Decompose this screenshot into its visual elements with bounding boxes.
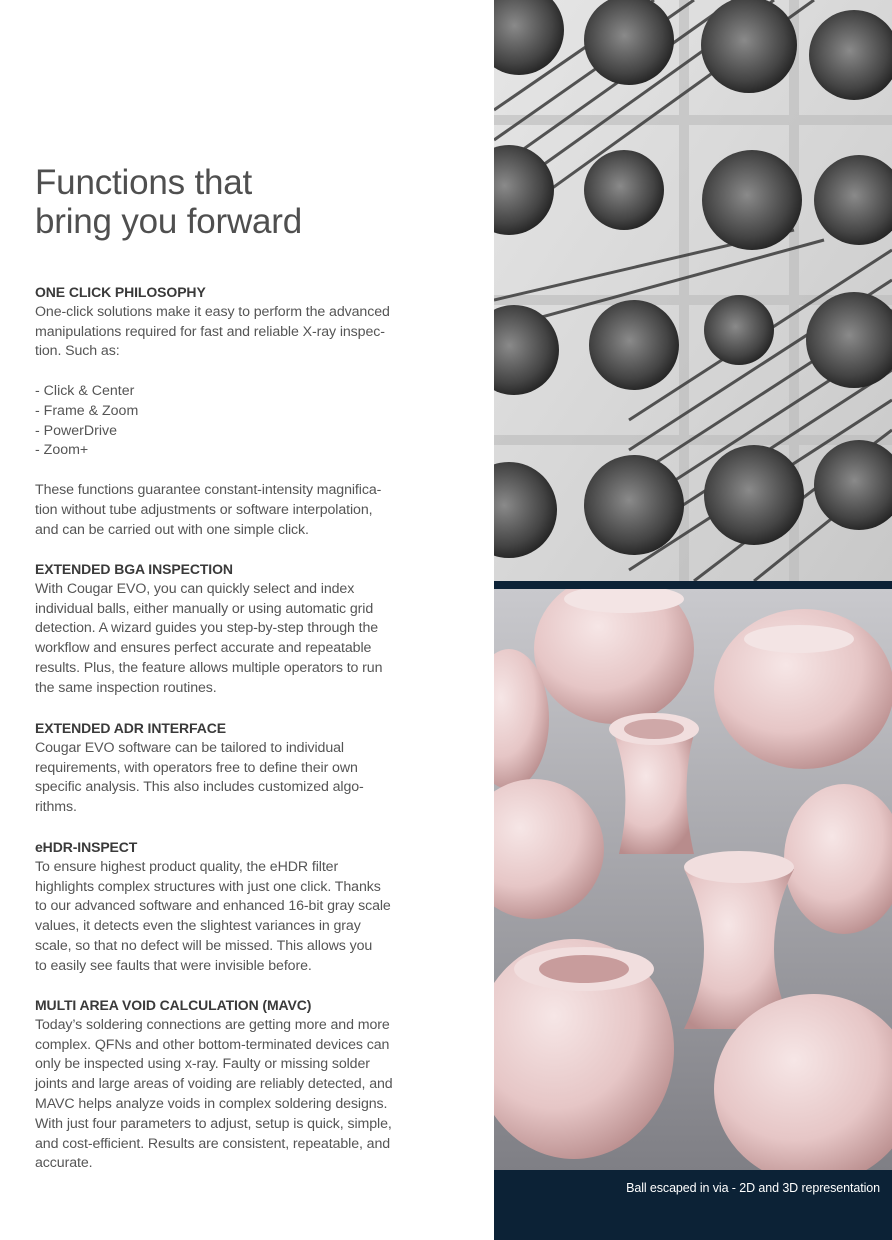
section-body: To ensure highest product quality, the eHDR filter highlights complex structures with just one click. Thanks to our advanced software and enhanced 16-bit gray scale values, it detects even the slightest variances in gray scale, so that no defect will be missed. This allows you to easily see faults that were invisible before. <box>35 858 391 974</box>
section-heading: EXTENDED BGA INSPECTION <box>35 561 233 577</box>
section-ehdr-inspect <box>35 838 480 977</box>
section-heading: MULTI AREA VOID CALCULATION (MAVC) <box>35 997 312 1013</box>
section-bga-inspection <box>35 560 480 699</box>
image-panel <box>494 0 892 1240</box>
list-item: - Zoom+ <box>35 442 89 459</box>
section-body-continued: These functions guarantee constant-intensity magnifica- tion without tube adjustments or software interpolation, and can be carried out with one simple click. <box>35 481 382 538</box>
section-body: Cougar EVO software can be tailored to individual requirements, with operators free to define their own specific analysis. This also includes customized algo- rithms. <box>35 739 364 816</box>
list-item: - Frame & Zoom <box>35 402 139 419</box>
section-body: Today’s soldering connections are getting more and more complex. QFNs and other bottom-terminated devices can only be inspected using x-ray. Faulty or missing solder joints and large areas of voiding are reliably detected, and MAVC helps analyze voids in complex soldering designs. With just four parameters to adjust, setup is quick, simple, and cost-efficient. Results are consistent, repeatable, and accurate. <box>35 1016 393 1172</box>
title-line-1: Functions that <box>35 163 253 202</box>
render-3d-image <box>494 589 892 1170</box>
section-one-click <box>35 283 480 540</box>
section-adr-interface <box>35 719 480 818</box>
title-line-2: bring you forward <box>35 202 303 241</box>
feature-list <box>35 382 480 461</box>
list-item: - PowerDrive <box>35 422 117 439</box>
section-heading: eHDR-INSPECT <box>35 839 138 855</box>
page-title <box>35 163 302 241</box>
section-heading: ONE CLICK PHILOSOPHY <box>35 284 206 300</box>
image-caption: Ball escaped in via - 2D and 3D representation <box>626 1181 880 1195</box>
list-item: - Click & Center <box>35 382 135 399</box>
section-body: With Cougar EVO, you can quickly select and index individual balls, either manually or using automatic grid detection. A wizard guides you step-by-step through the workflow and ensures perfect accurate and repeatable results. Plus, the feature allows multiple operators to run the same inspection routines. <box>35 580 383 696</box>
section-body: One-click solutions make it easy to perform the advanced manipulations required for fast and reliable X-ray inspec- tion. Such as: <box>35 303 390 360</box>
section-heading: EXTENDED ADR INTERFACE <box>35 720 226 736</box>
xray-2d-image <box>494 0 892 581</box>
section-mavc <box>35 996 480 1174</box>
